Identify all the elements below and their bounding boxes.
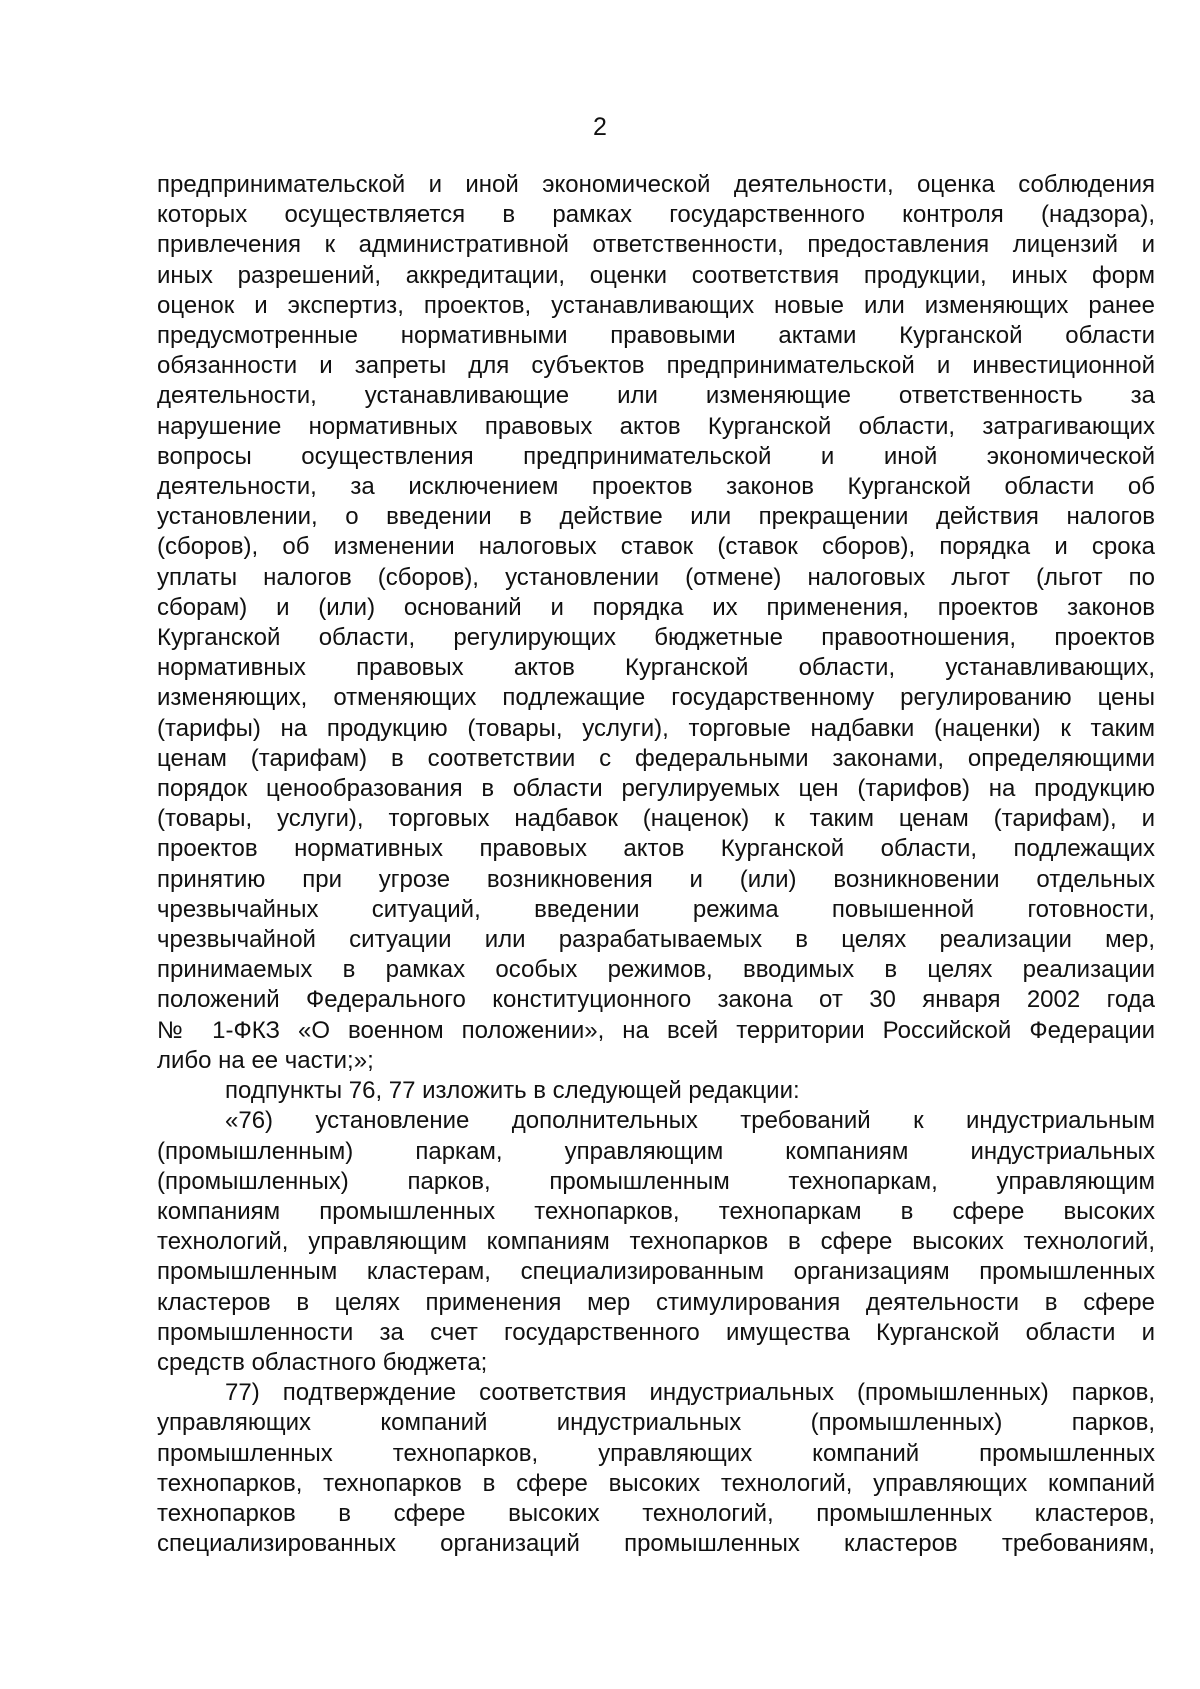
text-line: кластеров в целях применения мер стимулирования деятельности в сфере [157,1288,1155,1316]
text-line: предпринимательской и иной экономической деятельности, оценка соблюдения [157,171,1155,198]
paragraph-continuation [157,170,1155,1076]
text-line: проектов нормативных правовых актов Курганской области, подлежащих [157,835,1155,863]
text-line: изменяющих, отменяющих подлежащие государственному регулированию цены [157,684,1155,712]
text-line: № 1-ФКЗ «О военном положении», на всей территории Российской Федерации [157,1016,1155,1044]
text-line: средств областного бюджета; [157,1348,488,1376]
text-line: которых осуществляется в рамках государственного контроля (надзора), [157,201,1155,229]
text-line: 77) подтверждение соответствия индустриальных (промышленных) парков, [225,1379,1155,1407]
text-line: технопарков в сфере высоких технологий, промышленных кластеров, [157,1499,1155,1527]
text-line: (сборов), об изменении налоговых ставок (ставок сборов), порядка и срока [157,533,1155,561]
text-line: (промышленных) парков, промышленным технопаркам, управляющим [157,1167,1155,1195]
text-line: (тарифы) на продукцию (товары, услуги), торговые надбавки (наценки) к таким [157,714,1155,742]
document-body [157,170,1155,1559]
text-line: (промышленным) паркам, управляющим компаниям индустриальных [157,1137,1155,1165]
text-line: Курганской области, регулирующих бюджетные правоотношения, проектов [157,624,1155,652]
text-line: иных разрешений, аккредитации, оценки соответствия продукции, иных форм [157,261,1155,289]
text-line: порядок ценообразования в области регулируемых цен (тарифов) на продукцию [157,775,1155,803]
text-line: чрезвычайной ситуации или разрабатываемых в целях реализации мер, [157,926,1155,954]
text-line: предусмотренные нормативными правовыми актами Курганской области [157,322,1155,350]
page-number: 2 [593,113,607,141]
text-line: деятельности, за исключением проектов законов Курганской области об [157,473,1155,501]
paragraph-item-77 [157,1378,1155,1559]
text-line: деятельности, устанавливающие или изменяющие ответственность за [157,382,1155,410]
text-line: принимаемых в рамках особых режимов, вводимых в целях реализации [157,956,1155,984]
text-line: «76) установление дополнительных требований к индустриальным [225,1107,1155,1135]
text-line: обязанности и запреты для субъектов предпринимательской и инвестиционной [157,352,1155,380]
text-line: технопарков, технопарков в сфере высоких технологий, управляющих компаний [157,1469,1155,1497]
text-line: нормативных правовых актов Курганской области, устанавливающих, [157,654,1155,682]
paragraph-item-76 [157,1106,1155,1378]
text-line: чрезвычайных ситуаций, введении режима повышенной готовности, [157,895,1155,923]
text-line: промышленных технопарков, управляющих компаний промышленных [157,1439,1155,1467]
text-line: технологий, управляющим компаниям технопарков в сфере высоких технологий, [157,1228,1155,1256]
paragraph-amendment-intro [157,1076,1155,1106]
text-line: ценам (тарифам) в соответствии с федеральными законами, определяющими [157,744,1155,772]
text-line: (товары, услуги), торговых надбавок (наценок) к таким ценам (тарифам), и [157,805,1155,833]
text-line: сборам) и (или) оснований и порядка их применения, проектов законов [157,593,1155,621]
text-line: положений Федерального конституционного закона от 30 января 2002 года [157,986,1155,1014]
text-line: компаниям промышленных технопарков, технопаркам в сфере высоких [157,1197,1155,1225]
text-line: привлечения к административной ответственности, предоставления лицензий и [157,231,1155,259]
text-line: уплаты налогов (сборов), установлении (отмене) налоговых льгот (льгот по [157,563,1155,591]
text-line: промышленным кластерам, специализированным организациям промышленных [157,1258,1155,1286]
text-line: подпункты 76, 77 изложить в следующей редакции: [225,1077,800,1105]
text-line: оценок и экспертиз, проектов, устанавливающих новые или изменяющих ранее [157,291,1155,319]
text-line: либо на ее части;»; [157,1046,374,1074]
text-line: установлении, о введении в действие или прекращении действия налогов [157,503,1155,531]
text-line: управляющих компаний индустриальных (промышленных) парков, [157,1409,1155,1437]
text-line: нарушение нормативных правовых актов Курганской области, затрагивающих [157,412,1155,440]
text-line: промышленности за счет государственного имущества Курганской области и [157,1318,1155,1346]
text-line: специализированных организаций промышленных кластеров требованиям, [157,1530,1155,1558]
text-line: вопросы осуществления предпринимательской и иной экономической [157,442,1155,470]
text-line: принятию при угрозе возникновения и (или) возникновении отдельных [157,865,1155,893]
